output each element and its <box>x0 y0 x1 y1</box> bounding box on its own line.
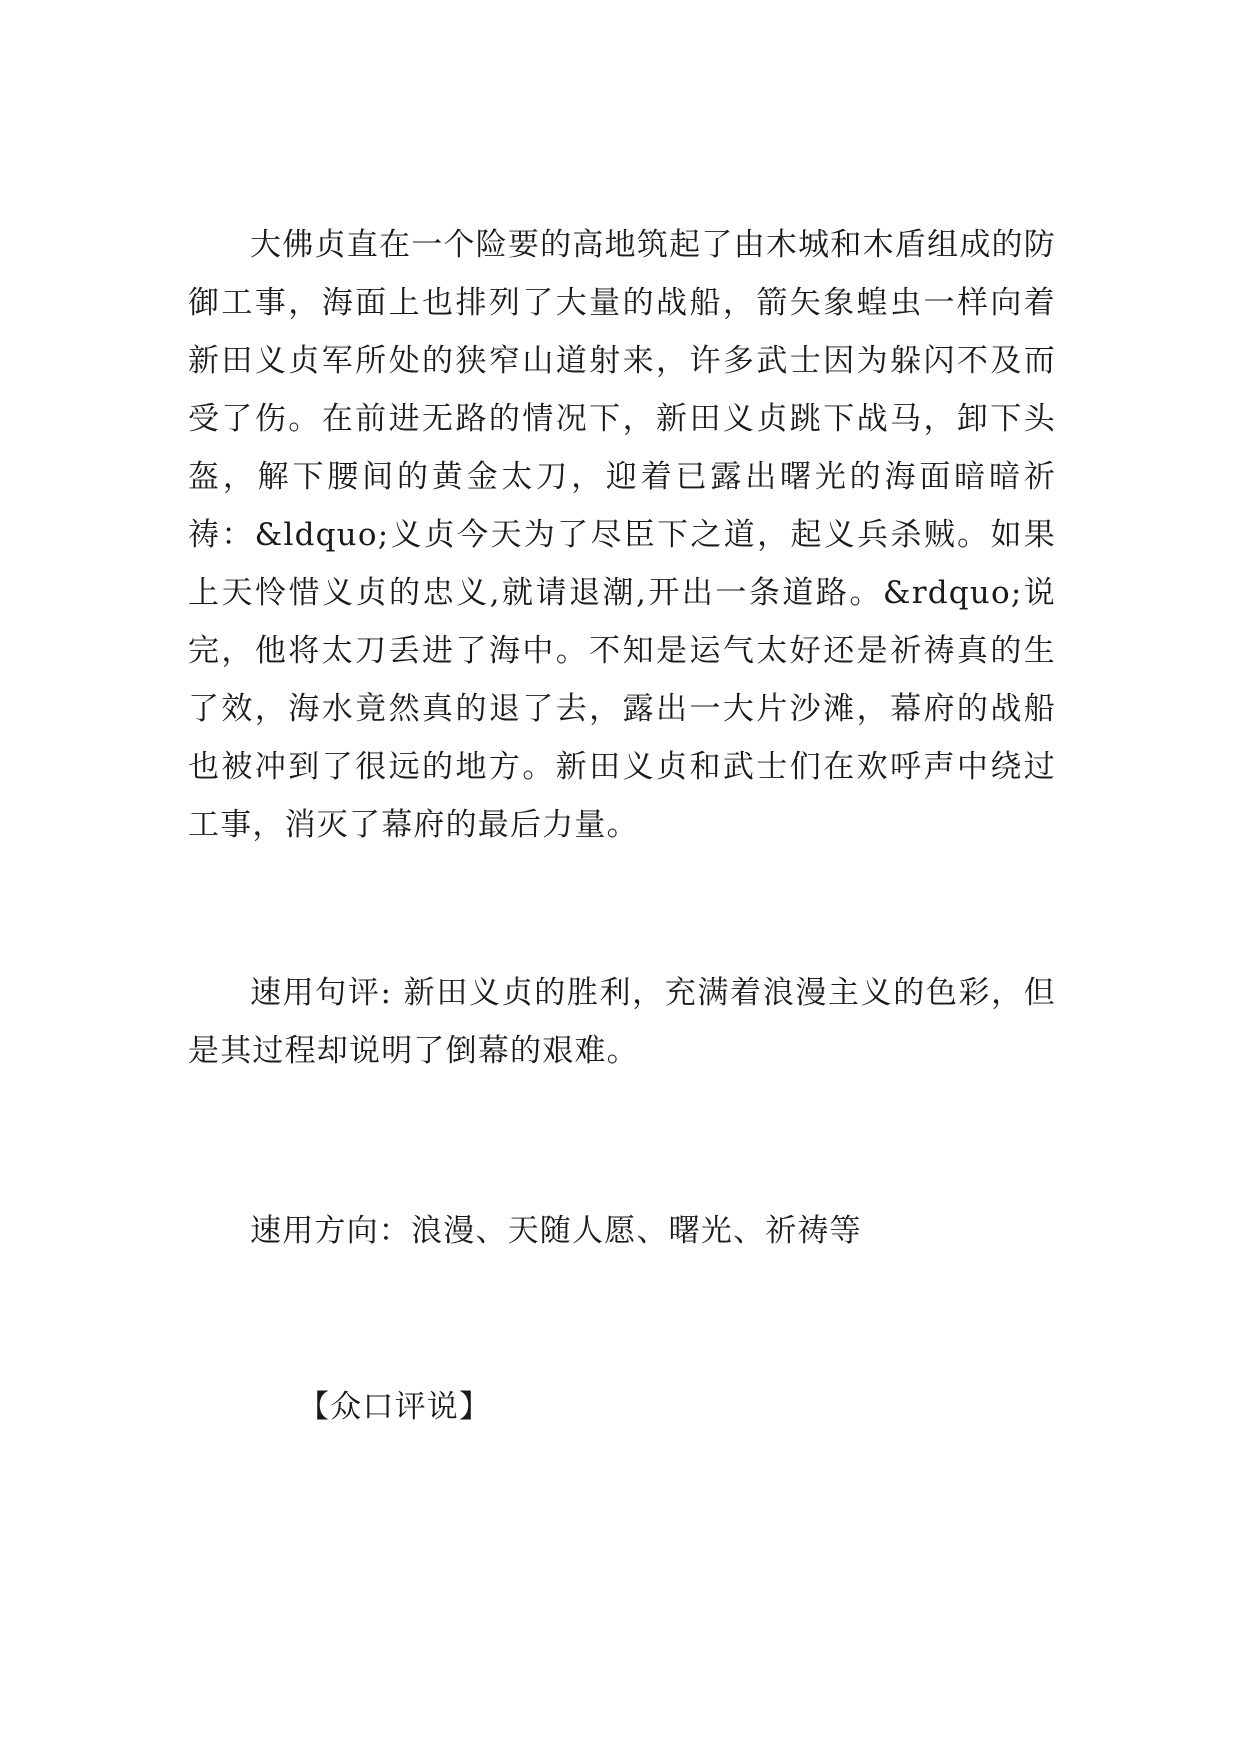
usage-direction-paragraph: 速用方向：浪漫、天随人愿、曙光、祈祷等 <box>250 1213 862 1249</box>
review-paragraph: 速用句评: 新田义贞的胜利，充满着浪漫主义的色彩，但是其过程却说明了倒幕的艰难。 <box>188 975 1056 1069</box>
story-paragraph: 大佛贞直在一个险要的高地筑起了由木城和木盾组成的防御工事，海面上也排列了大量的战船，箭矢象蝗虫一样向着新田义贞军所处的狭窄山道射来，许多武士因为躲闪不及而受了伤。在前进无路的情况下，新田义贞跳下战马，卸下头盔，解下腰间的黄金太刀，迎着已露出曙光的海面暗暗祈祷：&ldquo;义贞今天为了尽臣下之道，起义兵杀贼。如果上天怜惜义贞的忠义,就请退潮,开出一条道路。&rdquo;说完，他将太刀丢进了海中。不知是运气太好还是祈祷真的生了效，海水竟然真的退了去，露出一大片沙滩，幕府的战船也被冲到了很远的地方。新田义贞和武士们在欢呼声中绕过工事，消灭了幕府的最后力量。 <box>188 227 1056 843</box>
section-heading: 【众口评说】 <box>298 1389 492 1425</box>
